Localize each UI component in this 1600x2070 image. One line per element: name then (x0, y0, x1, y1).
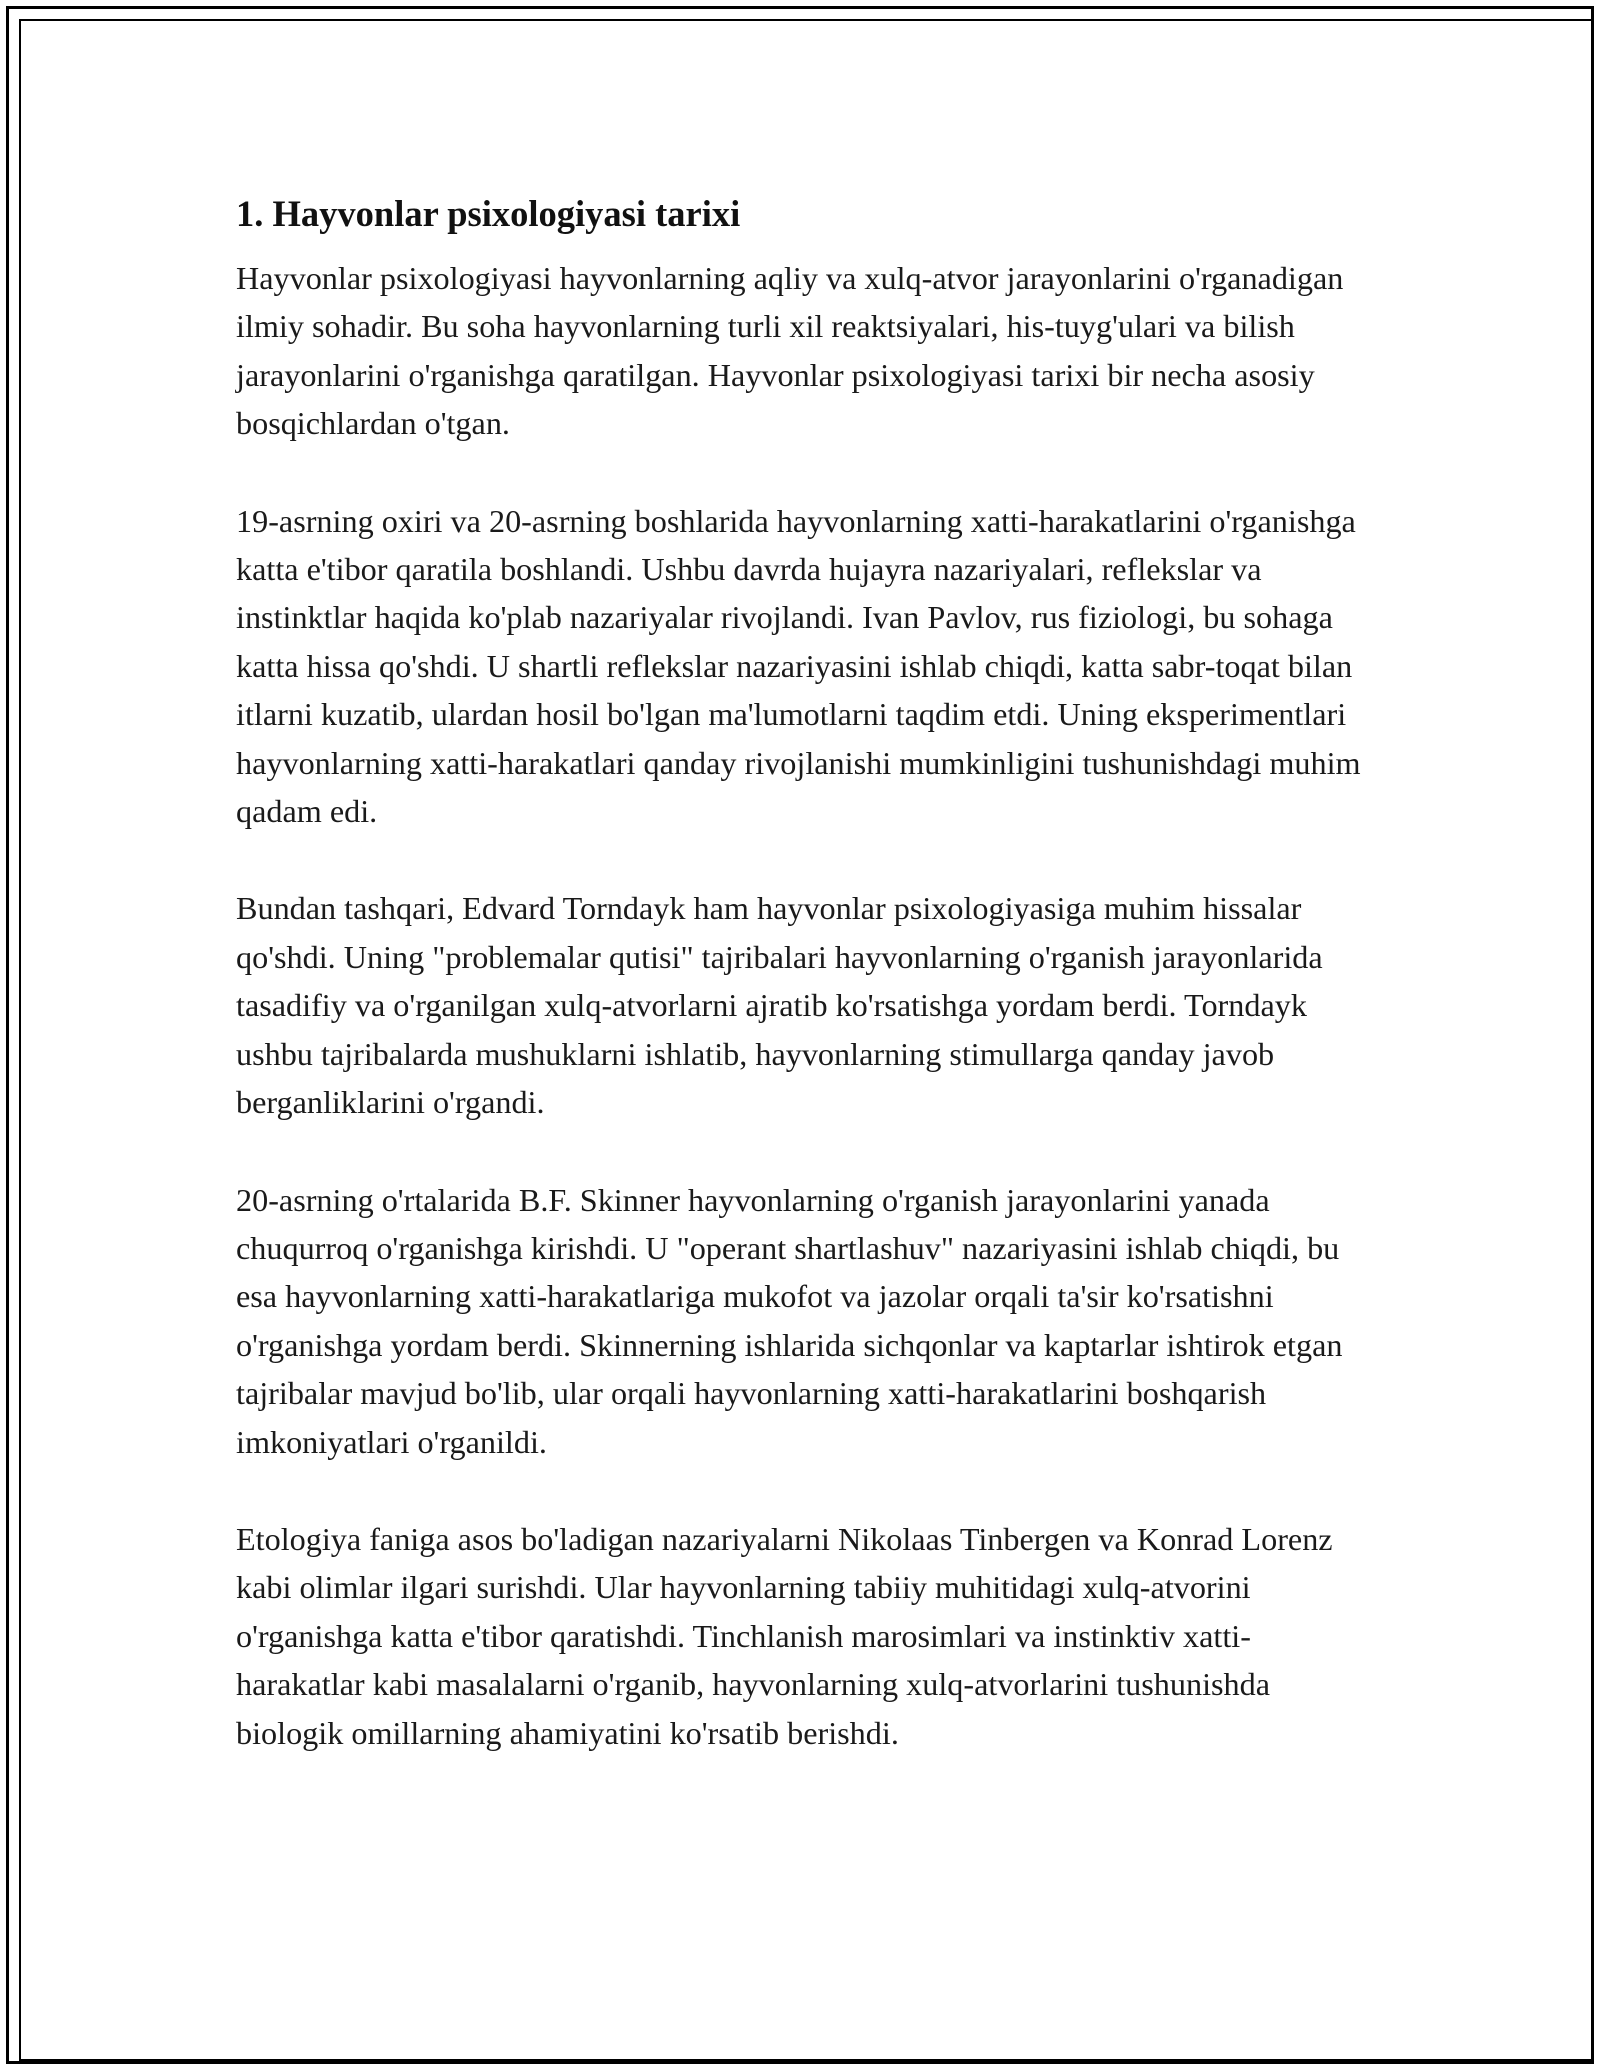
paragraph-thorndike: Bundan tashqari, Edvard Torndayk ham hayvonlar psixologiyasiga muhim hissalar qo'shdi. Uning "problemalar qutisi" tajribalari hayvonlarning o'rganish jarayonlarida tasadifiy va o'rganilgan xulq-atvorlarni ajratib ko'rsatishga yordam berdi. Torndayk ushbu tajribalarda mushuklarni ishlatib, hayvonlarning stimullarga qanday javob berganliklarini o'rgandi. (236, 890, 1323, 1121)
section-heading: 1. Hayvonlar psixologiyasi tarixi (236, 193, 741, 234)
paragraph-skinner: 20-asrning o'rtalarida B.F. Skinner hayvonlarning o'rganish jarayonlarini yanada chuqurroq o'rganishga kirishdi. U "operant shartlashuv" nazariyasini ishlab chiqdi, bu esa hayvonlarning xatti-harakatlariga mukofot va jazolar orqali ta'sir ko'rsatishni o'rganishga yordam berdi. Skinnerning ishlarida sichqonlar va kaptarlar ishtirok etgan tajribalar mavjud bo'lib, ular orqali hayvonlarning xatti-harakatlarini boshqarish imkoniyatlari o'rganildi. (236, 1181, 1343, 1460)
document-body (236, 188, 1376, 1806)
paragraph-pavlov: 19-asrning oxiri va 20-asrning boshlarida hayvonlarning xatti-harakatlarini o'rganishga katta e'tibor qaratila boshlandi. Ushbu davrda hujayra nazariyalari, reflekslar va instinktlar haqida ko'plab nazariyalar rivojlandi. Ivan Pavlov, rus fiziologi, bu sohaga katta hissa qo'shdi. U shartli reflekslar nazariyasini ishlab chiqdi, katta sabr-toqat bilan itlarni kuzatib, ulardan hosil bo'lgan ma'lumotlarni taqdim etdi. Uning eksperimentlari hayvonlarning xatti-harakatlari qanday rivojlanishi mumkinligini tushunishdagi muhim qadam edi. (236, 502, 1361, 830)
paragraph-ethology: Etologiya faniga asos bo'ladigan nazariyalarni Nikolaas Tinbergen va Konrad Lorenz kabi olimlar ilgari surishdi. Ular hayvonlarning tabiiy muhitidagi xulq-atvorini o'rganishga katta e'tibor qaratishdi. Tinchlanish marosimlari va instinktiv xatti-harakatlar kabi masalalarni o'rganib, hayvonlarning xulq-atvorlarini tushunishda biologik omillarning ahamiyatini ko'rsatib berishdi. (236, 1520, 1333, 1751)
paragraph-intro: Hayvonlar psixologiyasi hayvonlarning aqliy va xulq-atvor jarayonlarini o'rganadigan ilmiy sohadir. Bu soha hayvonlarning turli xil reaktsiyalari, his-tuyg'ulari va bilish jarayonlarini o'rganishga qaratilgan. Hayvonlar psixologiyasi tarixi bir necha asosiy bosqichlardan o'tgan. (236, 260, 1344, 442)
